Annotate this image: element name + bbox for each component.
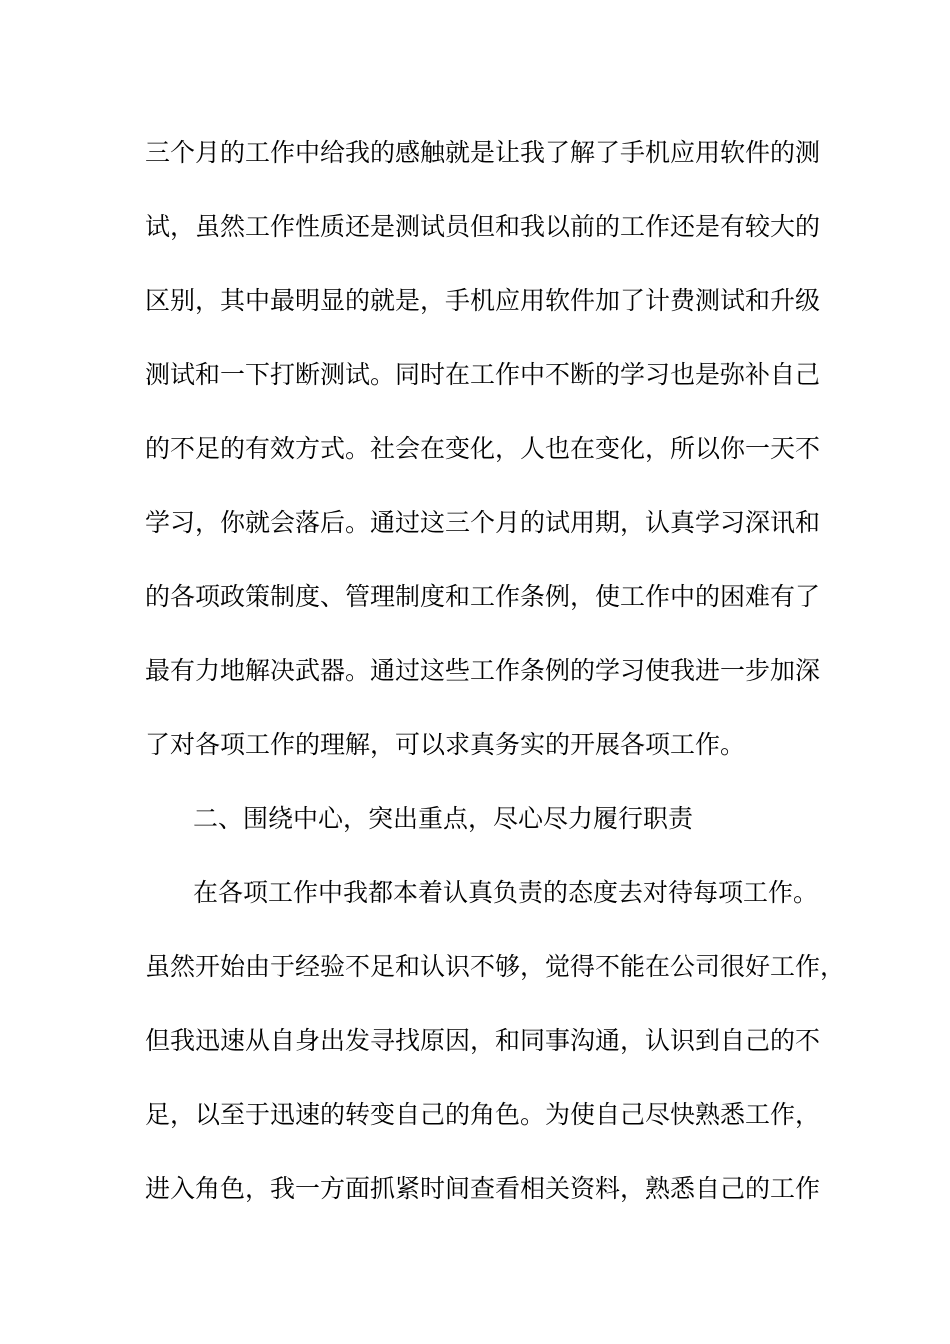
- paragraph-line: 测试和一下打断测试。同时在工作中不断的学习也是弥补自己: [145, 360, 821, 389]
- paragraph-line: 学习，你就会落后。通过这三个月的试用期，认真学习深讯和: [145, 508, 821, 537]
- paragraph-line: 进入角色，我一方面抓紧时间查看相关资料，熟悉自己的工作: [145, 1174, 821, 1203]
- paragraph-line: 试，虽然工作性质还是测试员但和我以前的工作还是有较大的: [145, 212, 821, 241]
- paragraph-line: 了对各项工作的理解，可以求真务实的开展各项工作。: [145, 730, 746, 759]
- section-heading: 二、围绕中心，突出重点，尽心尽力履行职责: [193, 804, 694, 833]
- paragraph-line: 在各项工作中我都本着认真负责的态度去对待每项工作。: [193, 878, 819, 907]
- paragraph-line: 最有力地解决武器。通过这些工作条例的学习使我进一步加深: [145, 656, 821, 685]
- paragraph-line: 的不足的有效方式。社会在变化，人也在变化，所以你一天不: [145, 434, 821, 463]
- paragraph-line: 虽然开始由于经验不足和认识不够，觉得不能在公司很好工作，: [145, 952, 846, 981]
- paragraph-line: 的各项政策制度、管理制度和工作条例，使工作中的困难有了: [145, 582, 821, 611]
- paragraph-line: 区别，其中最明显的就是，手机应用软件加了计费测试和升级: [145, 286, 821, 315]
- paragraph-line: 足，以至于迅速的转变自己的角色。为使自己尽快熟悉工作，: [145, 1100, 821, 1129]
- paragraph-line: 三个月的工作中给我的感触就是让我了解了手机应用软件的测: [145, 138, 821, 167]
- paragraph-line: 但我迅速从自身出发寻找原因，和同事沟通，认识到自己的不: [145, 1026, 821, 1055]
